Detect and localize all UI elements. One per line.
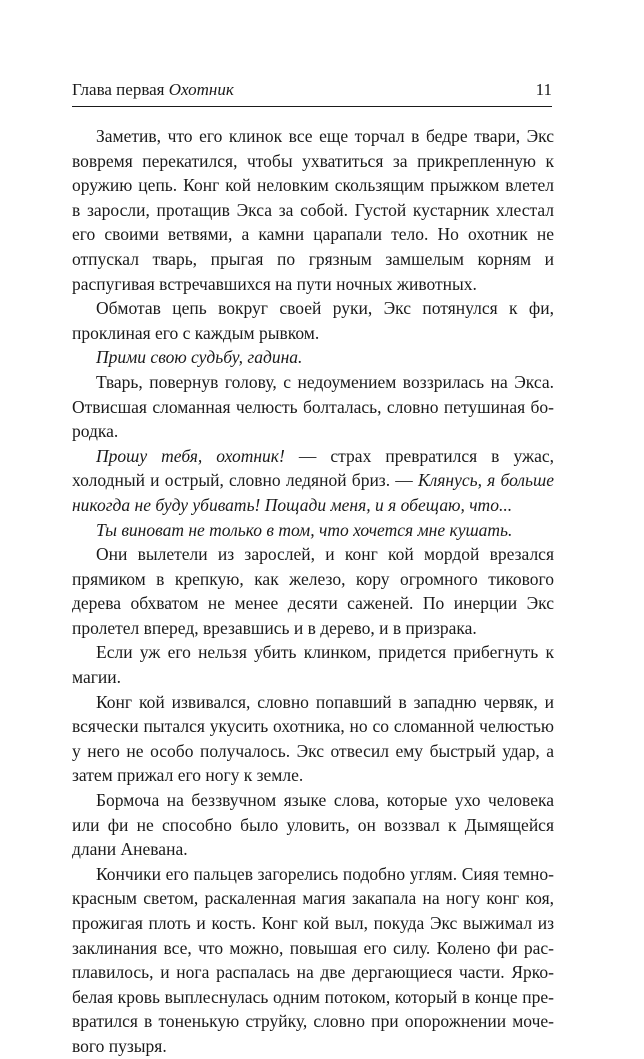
paragraph: Бормоча на беззвучном языке слова, которые ухо человека или фи не способно было уловить, он воззвал к Дымящейся длани Аневана.: [72, 790, 554, 860]
dialogue-narration: — страх превратился в ужас, холодный и острый, словно ледяной бриз. —: [72, 445, 555, 491]
body-text: [72, 124, 554, 1059]
dialogue-italic: Прошу тебя, охотник!: [96, 445, 285, 466]
paragraph-dialogue: [72, 444, 554, 518]
paragraph: Они вылетели из зарослей, и конг кой мордой врезался прямиком в крепкую, как железо, кору огромного тикового дерева обхватом не менее десяти саженей. По инерции Экс пролетел вперед, врезавшись и в дерево, и в призрака.: [72, 544, 554, 638]
paragraph: Тварь, повернув голову, с недоумением воззрилась на Экса. Отвисшая сломанная челюсть болталась, словно петушиная бородка.: [72, 371, 554, 442]
chapter-label: Глава первая: [72, 80, 169, 99]
paragraph-italic: Ты виноват не только в том, что хочется мне кушать.: [96, 519, 513, 540]
paragraph: Обмотав цепь вокруг своей руки, Экс потянулся к фи, проклиная его с каждым рывком.: [72, 298, 554, 343]
chapter-title: Охотник: [168, 80, 234, 99]
running-header: [72, 80, 552, 100]
header-rule: [72, 106, 552, 107]
paragraph: Если уж его нельзя убить клинком, придется прибегнуть к магии.: [72, 642, 554, 688]
paragraph: Заметив, что его клинок все еще торчал в бедре твари, Экс вовремя перекатился, чтобы ухватиться за прикрепленную к оружию цепь. Конг кой неловким скользящим прыжком влетел в заросли, протащив Экса за собой. Густой кустарник хлестал его своими ветвями, а камни царапали тело. Но охотник не отпускал тварь, прыгая по грязным замшелым корням и распугивая встречавшихся на пути ночных животных.: [72, 126, 554, 294]
paragraph-italic: Прими свою судьбу, гадина.: [96, 347, 303, 368]
page-number: 11: [535, 80, 552, 99]
paragraph: Кончики его пальцев загорелись подобно углям. Сияя темно-красным светом, раскаленная магия закапала на ногу конг коя, прожигая плоть и кость. Конг кой выл, покуда Экс выжимал из заклинания все, что можно, повышая его силу. Колено фи расплавилось, и нога распалась на две дергающиеся части. Ярко-белая кровь выплеснулась одним потоком, который в конце превратился в тоненькую струйку, словно при опорожнении мочевого пузыря.: [72, 863, 554, 1056]
paragraph: Конг кой извивался, словно попавший в западню червяк, и всячески пытался укусить охотника, но со сломанной челюстью у него не особо получалось. Экс отвесил ему быстрый удар, а затем прижал его ногу к земле.: [72, 691, 554, 786]
dialogue-italic: Клянусь, я больше никогда не буду убивать! Пощади меня, и я обещаю, что...: [72, 470, 554, 515]
